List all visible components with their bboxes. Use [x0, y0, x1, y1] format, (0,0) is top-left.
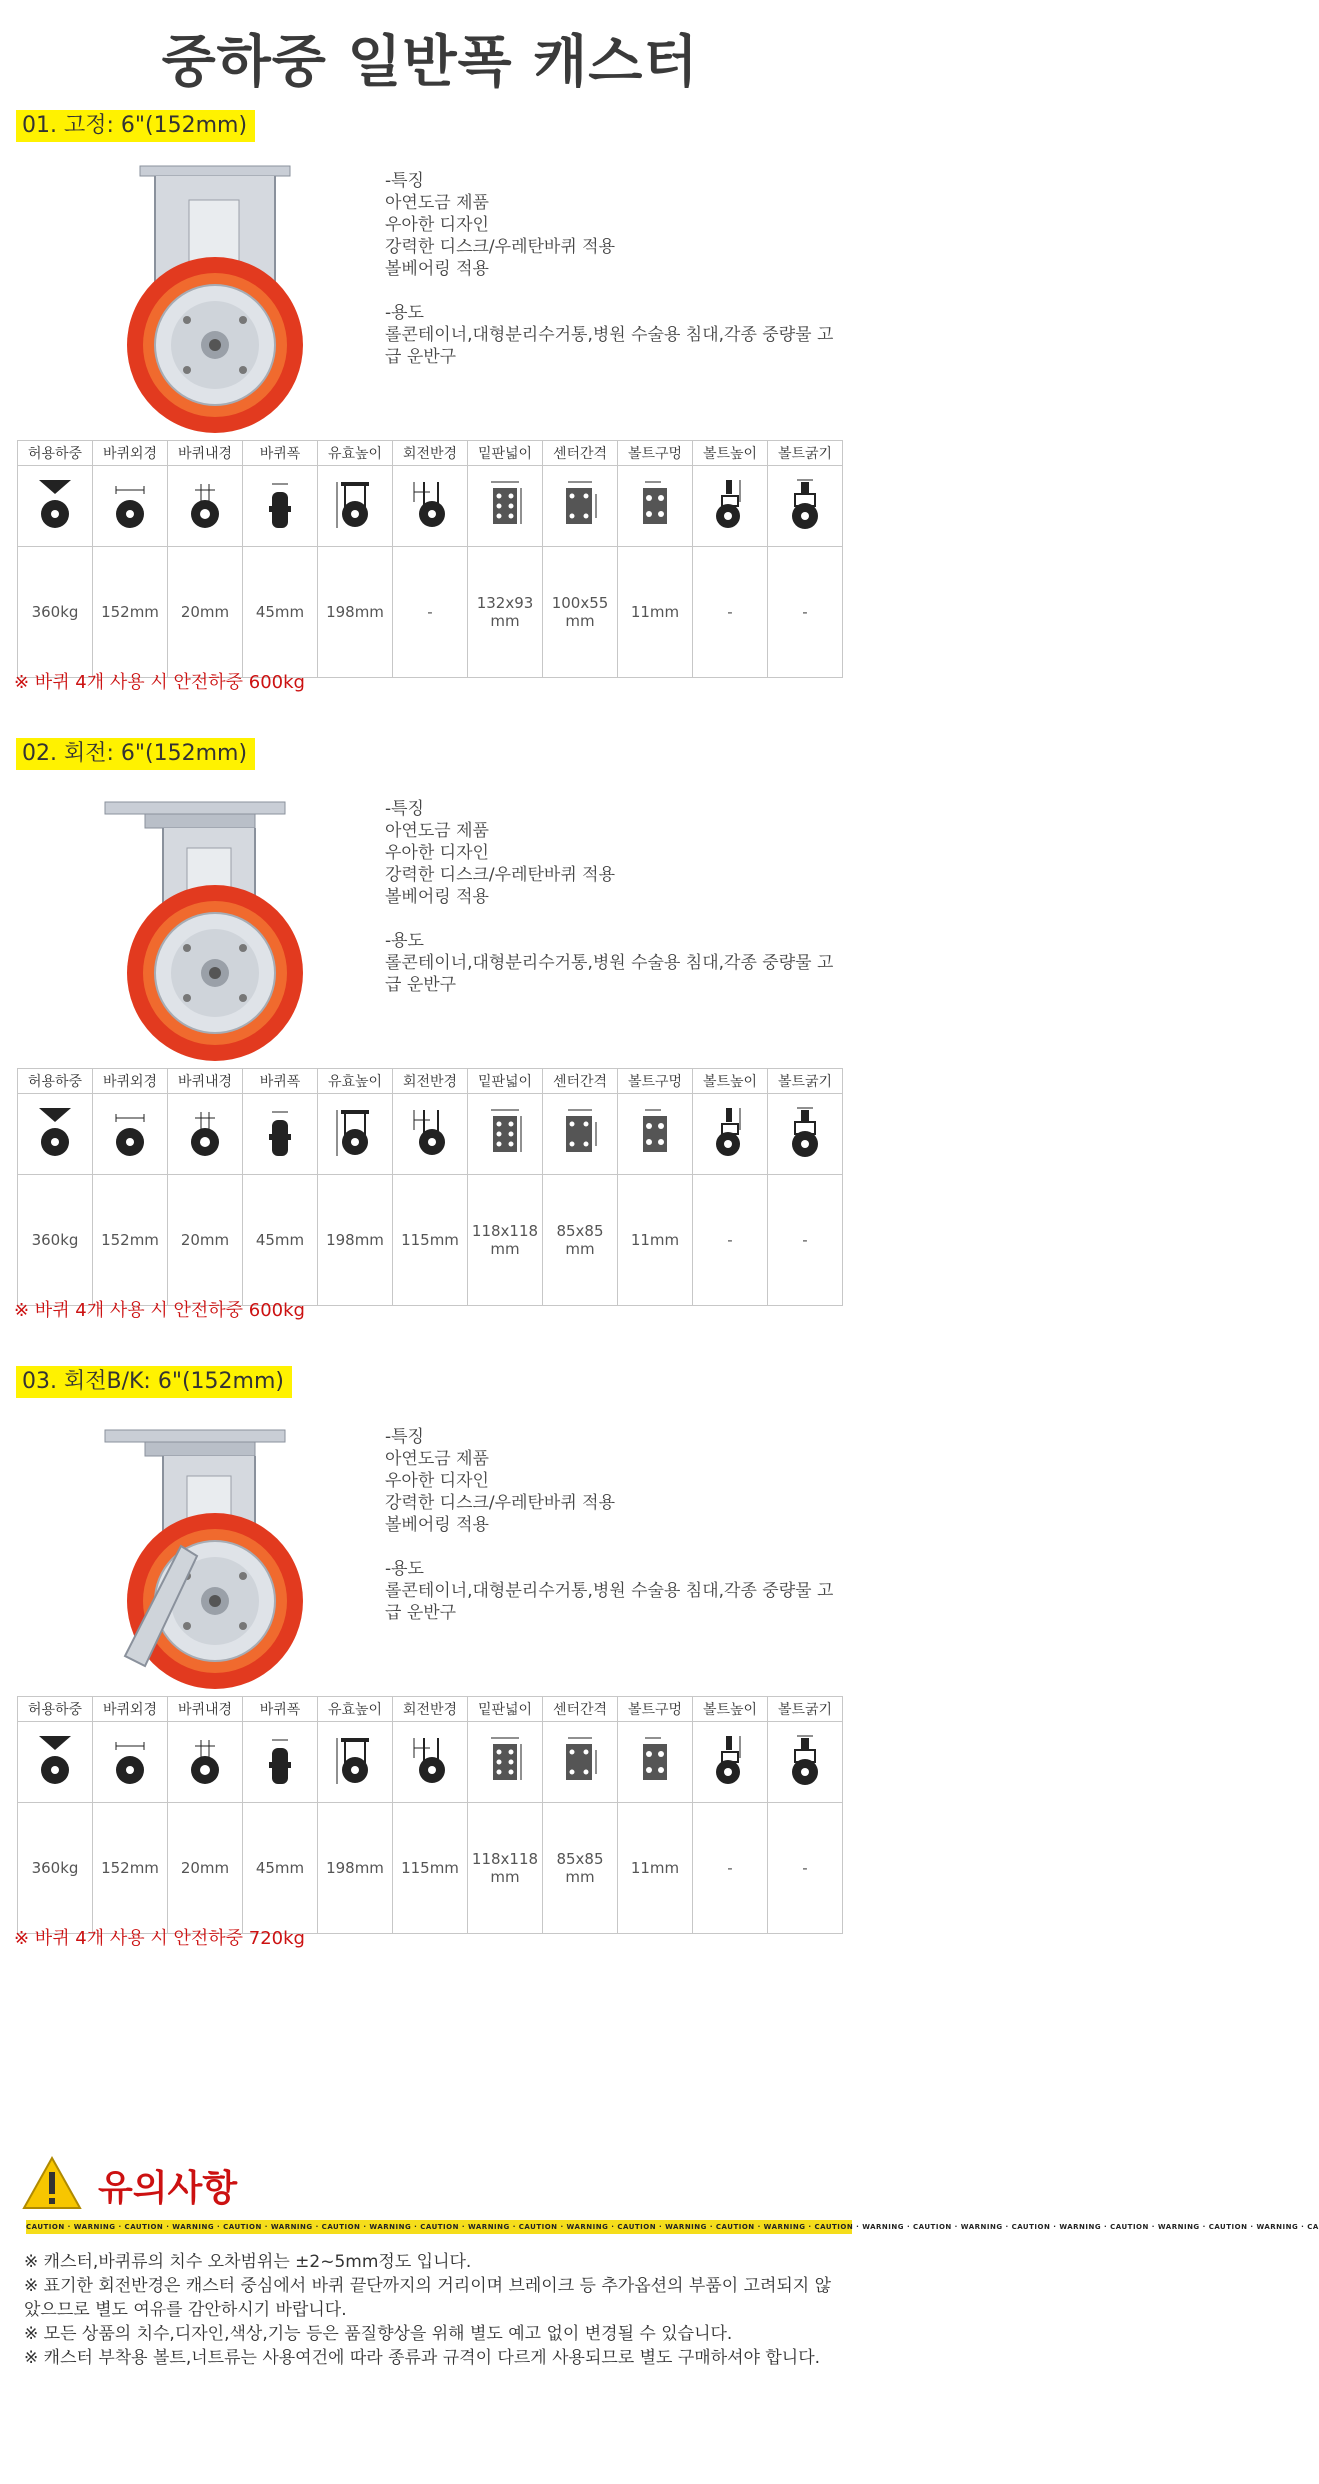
feature-list [385, 1426, 845, 1624]
plate-size-icon [468, 1722, 543, 1803]
spec-value: - [693, 547, 768, 678]
bolt-thickness-icon [768, 466, 843, 547]
swivel-radius-icon [393, 1722, 468, 1803]
feature-line [385, 1536, 845, 1558]
spec-value: 20mm [168, 1803, 243, 1934]
spec-value: 115mm [393, 1803, 468, 1934]
spec-value: - [768, 547, 843, 678]
spec-header: 허용하중 [18, 1069, 93, 1094]
spec-value: 85x85 mm [543, 1803, 618, 1934]
spec-header: 볼트높이 [693, 1697, 768, 1722]
spec-value: 198mm [318, 1175, 393, 1306]
swivel-radius-icon [393, 466, 468, 547]
page-title: 중하중 일반폭 캐스터 [161, 30, 699, 95]
center-spacing-icon [543, 466, 618, 547]
spec-value: 360kg [18, 1803, 93, 1934]
spec-header: 바퀴내경 [168, 1697, 243, 1722]
caution-section [0, 2148, 1319, 2484]
spec-value: 20mm [168, 1175, 243, 1306]
caution-note: ※ 표기한 회전반경은 캐스터 중심에서 바퀴 끝단까지의 거리이며 브레이크 등 추가옵션의 부품이 고려되지 않았으므로 별도 여유를 감안하시기 바랍니다. [24, 2276, 832, 2320]
caution-note: ※ 캐스터 부착용 볼트,너트류는 사용여건에 따라 종류과 규격이 다르게 사용되므로 별도 구매하셔야 합니다. [24, 2348, 821, 2368]
section-label: 03. 회전B/K: 6"(152mm) [16, 1366, 292, 1398]
feature-line [385, 908, 845, 930]
spec-header: 센터간격 [543, 1697, 618, 1722]
spec-header: 회전반경 [393, 441, 468, 466]
wheel-width-icon [243, 1094, 318, 1175]
bolt-hole-icon [618, 1722, 693, 1803]
spec-value: - [768, 1803, 843, 1934]
spec-header: 바퀴폭 [243, 1069, 318, 1094]
height-icon [318, 1722, 393, 1803]
spec-table [17, 1068, 843, 1306]
spec-value: 11mm [618, 547, 693, 678]
feature-line: 강력한 디스크/우레탄바퀴 적용 [385, 1493, 616, 1513]
spec-value: - [693, 1175, 768, 1306]
height-icon [318, 466, 393, 547]
feature-line: 아연도금 제품 [385, 1449, 489, 1469]
spec-header: 볼트구멍 [618, 1069, 693, 1094]
bolt-height-icon [693, 1722, 768, 1803]
spec-header: 바퀴내경 [168, 441, 243, 466]
bolt-height-icon [693, 466, 768, 547]
spec-header: 바퀴내경 [168, 1069, 243, 1094]
feature-line: 롤콘테이너,대형분리수거통,병원 수술용 침대,각종 중량물 고급 운반구 [385, 1581, 834, 1623]
feature-line: 볼베어링 적용 [385, 1515, 489, 1535]
feature-list [385, 170, 845, 368]
spec-header: 바퀴폭 [243, 1697, 318, 1722]
spec-header: 바퀴외경 [93, 1069, 168, 1094]
section-label: 02. 회전: 6"(152mm) [16, 738, 255, 770]
spec-header: 볼트굵기 [768, 1069, 843, 1094]
spec-value: 11mm [618, 1175, 693, 1306]
spec-value: 11mm [618, 1803, 693, 1934]
spec-value: 115mm [393, 1175, 468, 1306]
feature-line: 볼베어링 적용 [385, 887, 489, 907]
wheel-width-icon [243, 1722, 318, 1803]
bore-icon [168, 466, 243, 547]
feature-line: 강력한 디스크/우레탄바퀴 적용 [385, 865, 616, 885]
bolt-thickness-icon [768, 1094, 843, 1175]
center-spacing-icon [543, 1722, 618, 1803]
bolt-thickness-icon [768, 1722, 843, 1803]
spec-header: 허용하중 [18, 1697, 93, 1722]
bolt-hole-icon [618, 466, 693, 547]
spec-value: 152mm [93, 1803, 168, 1934]
spec-header: 허용하중 [18, 441, 93, 466]
spec-value: 20mm [168, 547, 243, 678]
bolt-height-icon [693, 1094, 768, 1175]
caster-product-image [70, 1416, 360, 1706]
caution-title: 유의사항 [98, 2168, 238, 2209]
feature-line: 아연도금 제품 [385, 821, 489, 841]
caution-note: ※ 모든 상품의 치수,디자인,색상,기능 등은 품질향상을 위해 별도 예고 없이 변경될 수 있습니다. [24, 2324, 733, 2344]
warning-icon [22, 2156, 82, 2210]
spec-header: 볼트높이 [693, 441, 768, 466]
spec-header: 회전반경 [393, 1069, 468, 1094]
product-section-swivel [0, 738, 860, 1378]
spec-header: 유효높이 [318, 1069, 393, 1094]
load-icon [18, 1094, 93, 1175]
feature-list [385, 798, 845, 996]
wheel-diameter-icon [93, 466, 168, 547]
bore-icon [168, 1722, 243, 1803]
feature-line: 우아한 디자인 [385, 843, 489, 863]
spec-value: 360kg [18, 1175, 93, 1306]
spec-header: 밑판넓이 [468, 1069, 543, 1094]
spec-header: 회전반경 [393, 1697, 468, 1722]
product-section-swivel-brake [0, 1366, 860, 2006]
product-section-fixed [0, 110, 860, 750]
safety-load-note: ※ 바퀴 4개 사용 시 안전하중 600kg [14, 1300, 305, 1321]
wheel-width-icon [243, 466, 318, 547]
safety-load-note: ※ 바퀴 4개 사용 시 안전하중 600kg [14, 672, 305, 693]
spec-header: 볼트굵기 [768, 1697, 843, 1722]
bolt-hole-icon [618, 1094, 693, 1175]
spec-value: 118x118 mm [468, 1175, 543, 1306]
feature-line: 우아한 디자인 [385, 215, 489, 235]
caution-tape: CAUTION · WARNING · CAUTION · WARNING · CAUTION · WARNING · CAUTION · WARNING · CAUTION · WARNING · CAUTION · WARNING · CAUTION · WARNING · CAUTION · WARNING · CAUTION · WARNING · CAUTION · WARNING · CAUTION · WARNING · CAUTION · WARNING · CAUTION · WARNING · CA [26, 2220, 852, 2234]
spec-header: 밑판넓이 [468, 441, 543, 466]
feature-line: -용도 [385, 931, 424, 951]
wheel-diameter-icon [93, 1722, 168, 1803]
caution-note: ※ 캐스터,바퀴류의 치수 오차범위는 ±2~5mm정도 입니다. [24, 2252, 472, 2272]
spec-value: 152mm [93, 547, 168, 678]
feature-line: -특징 [385, 1427, 424, 1447]
spec-header: 볼트굵기 [768, 441, 843, 466]
spec-header: 유효높이 [318, 1697, 393, 1722]
spec-value: 198mm [318, 547, 393, 678]
plate-size-icon [468, 1094, 543, 1175]
section-label: 01. 고정: 6"(152mm) [16, 110, 255, 142]
spec-header: 유효높이 [318, 441, 393, 466]
feature-line: -특징 [385, 799, 424, 819]
feature-line: 롤콘테이너,대형분리수거통,병원 수술용 침대,각종 중량물 고급 운반구 [385, 953, 834, 995]
spec-header: 볼트구멍 [618, 1697, 693, 1722]
center-spacing-icon [543, 1094, 618, 1175]
feature-line: -용도 [385, 1559, 424, 1579]
plate-size-icon [468, 466, 543, 547]
spec-value: 85x85 mm [543, 1175, 618, 1306]
safety-load-note: ※ 바퀴 4개 사용 시 안전하중 720kg [14, 1928, 305, 1949]
spec-header: 볼트구멍 [618, 441, 693, 466]
feature-line: -용도 [385, 303, 424, 323]
feature-line: -특징 [385, 171, 424, 191]
spec-value: 100x55 mm [543, 547, 618, 678]
spec-table [17, 1696, 843, 1934]
spec-value: 45mm [243, 1175, 318, 1306]
spec-value: 198mm [318, 1803, 393, 1934]
height-icon [318, 1094, 393, 1175]
wheel-diameter-icon [93, 1094, 168, 1175]
feature-line: 롤콘테이너,대형분리수거통,병원 수술용 침대,각종 중량물 고급 운반구 [385, 325, 834, 367]
spec-value: 45mm [243, 547, 318, 678]
spec-header: 센터간격 [543, 441, 618, 466]
spec-header: 바퀴외경 [93, 441, 168, 466]
spec-value: 132x93 mm [468, 547, 543, 678]
spec-header: 센터간격 [543, 1069, 618, 1094]
spec-value: 152mm [93, 1175, 168, 1306]
load-icon [18, 466, 93, 547]
spec-value: - [768, 1175, 843, 1306]
feature-line: 우아한 디자인 [385, 1471, 489, 1491]
spec-value: 360kg [18, 547, 93, 678]
caution-notes [24, 2250, 844, 2370]
feature-line: 볼베어링 적용 [385, 259, 489, 279]
spec-table [17, 440, 843, 678]
spec-value: 118x118 mm [468, 1803, 543, 1934]
feature-line [385, 280, 845, 302]
feature-line: 아연도금 제품 [385, 193, 489, 213]
feature-line: 강력한 디스크/우레탄바퀴 적용 [385, 237, 616, 257]
bore-icon [168, 1094, 243, 1175]
spec-header: 밑판넓이 [468, 1697, 543, 1722]
caster-product-image [70, 160, 360, 450]
caster-product-image [70, 788, 360, 1078]
spec-value: - [393, 547, 468, 678]
spec-header: 바퀴폭 [243, 441, 318, 466]
spec-value: 45mm [243, 1803, 318, 1934]
load-icon [18, 1722, 93, 1803]
spec-header: 볼트높이 [693, 1069, 768, 1094]
swivel-radius-icon [393, 1094, 468, 1175]
spec-value: - [693, 1803, 768, 1934]
spec-header: 바퀴외경 [93, 1697, 168, 1722]
